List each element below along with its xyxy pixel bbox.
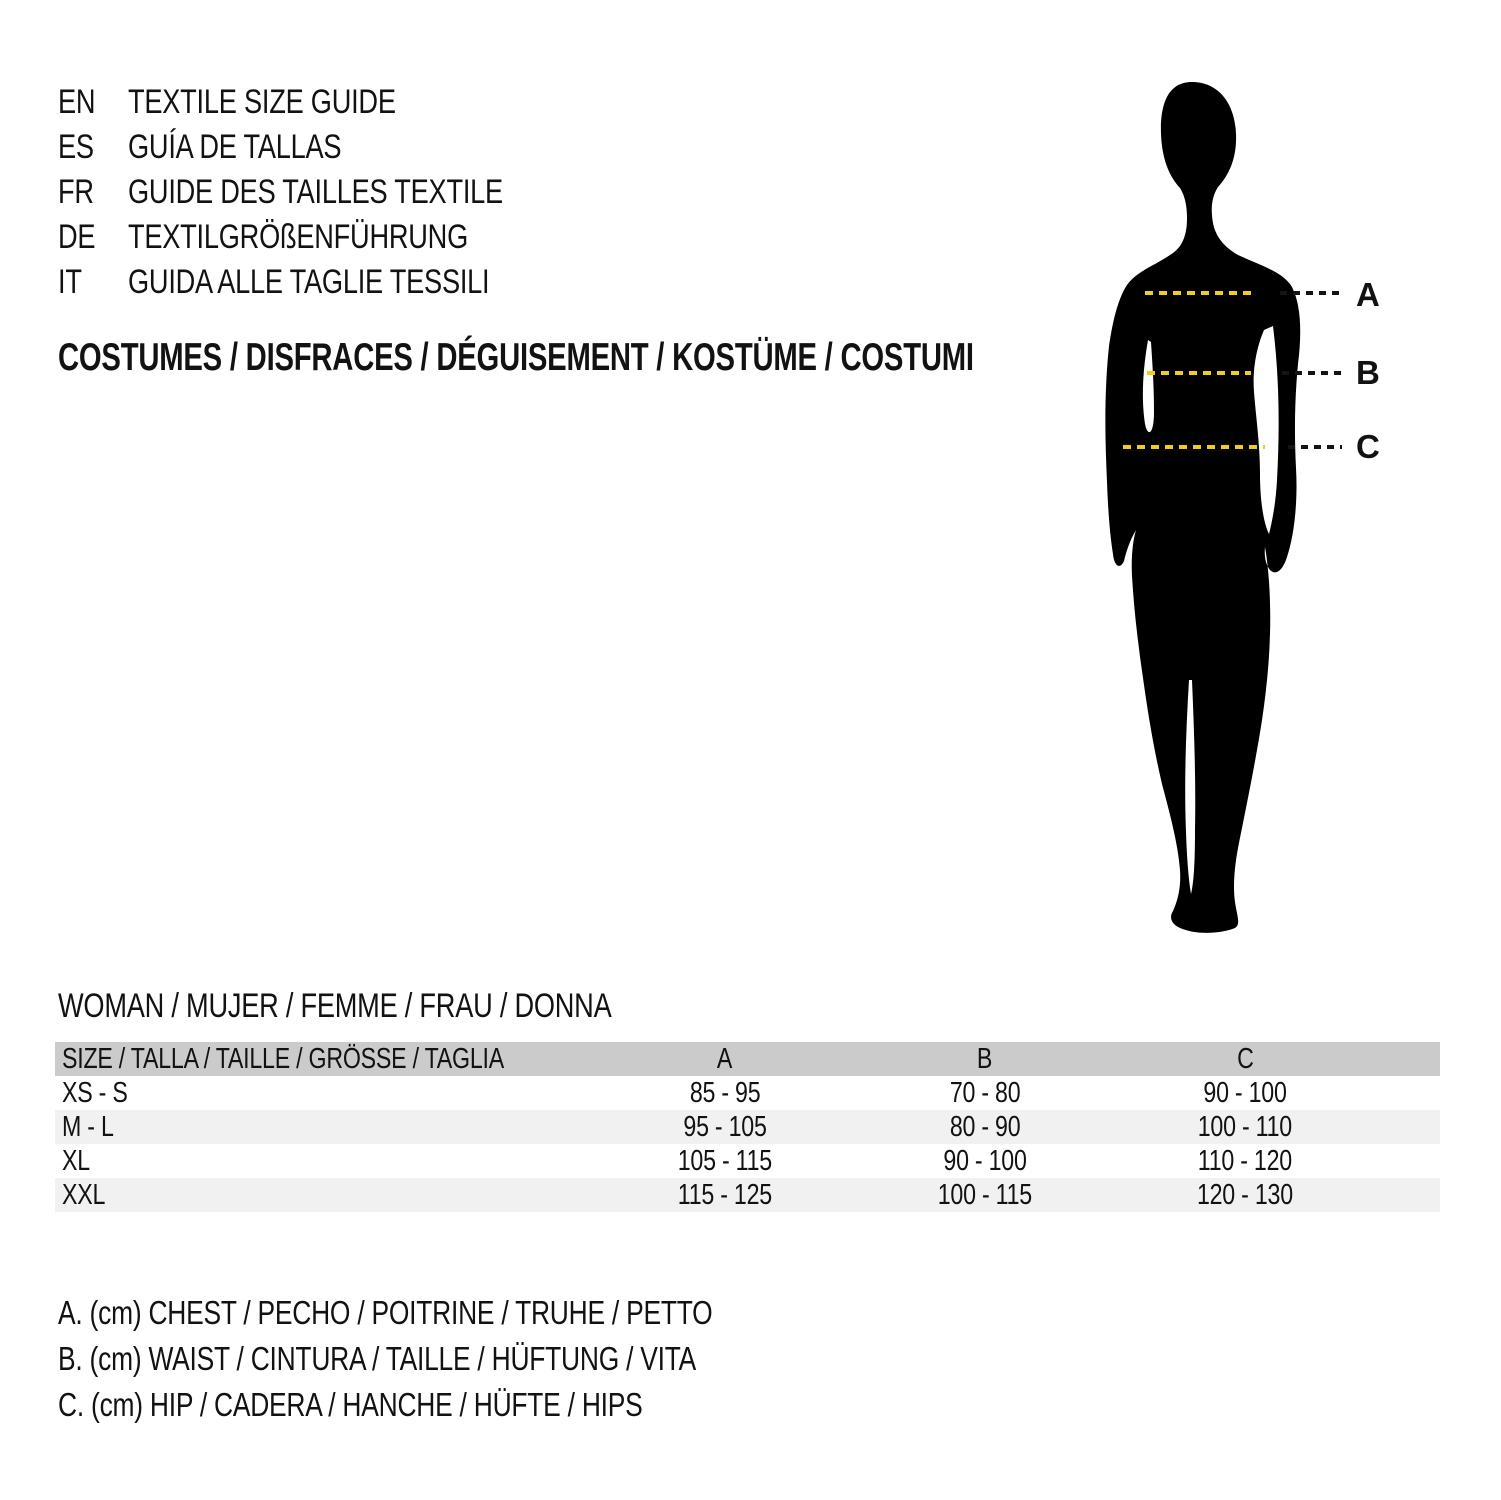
col-header-b-text: B (977, 1043, 993, 1075)
legend-item-chest (58, 1290, 876, 1336)
value-cell-a (595, 1110, 855, 1144)
value-c-text: 100 - 110 (1197, 1111, 1293, 1143)
value-cell-c (1115, 1144, 1375, 1178)
measure-label-a: A (1356, 276, 1380, 313)
language-title: GUIDA ALLE TAGLIE TESSILI (128, 263, 490, 301)
table-header-row (55, 1042, 1440, 1076)
col-header-size-text: SIZE / TALLA / TAILLE / GRÖSSE / TAGLIA (62, 1043, 504, 1075)
value-cell-c (1115, 1178, 1375, 1212)
size-table (55, 1042, 1440, 1212)
language-code: FR (58, 173, 94, 211)
category-title-text: COSTUMES / DISFRACES / DÉGUISEMENT / KOSTÜME / COSTUMI (58, 336, 974, 379)
measure-line-c-callout (1288, 445, 1342, 449)
language-title: GUÍA DE TALLAS (128, 128, 342, 166)
value-cell-b (855, 1076, 1115, 1110)
col-header-a-text: A (717, 1043, 733, 1075)
legend-text: C. (cm) HIP / CADERA / HANCHE / HÜFTE / HIPS (58, 1386, 643, 1423)
woman-silhouette-icon (1092, 78, 1316, 934)
measure-line-b-body (1147, 371, 1251, 375)
measure-line-b-callout (1282, 371, 1342, 375)
legend-item-waist (58, 1336, 876, 1382)
value-a-text: 85 - 95 (689, 1077, 761, 1109)
value-cell-b (855, 1144, 1115, 1178)
col-header-c-text: C (1236, 1043, 1254, 1075)
col-header-b (855, 1042, 1115, 1076)
table-row (55, 1178, 1440, 1212)
language-row-fr (58, 170, 658, 215)
size-cell-text: XL (62, 1145, 90, 1177)
value-b-text: 80 - 90 (949, 1111, 1021, 1143)
measure-line-a-body (1145, 291, 1257, 295)
value-cell-a (595, 1178, 855, 1212)
language-title: TEXTILE SIZE GUIDE (128, 83, 396, 121)
language-row-it (58, 260, 658, 305)
value-cell-b (855, 1178, 1115, 1212)
value-cell-a (595, 1076, 855, 1110)
section-title-woman (58, 986, 750, 1026)
table-row (55, 1110, 1440, 1144)
value-a-text: 95 - 105 (683, 1111, 767, 1143)
language-title: GUIDE DES TAILLES TEXTILE (128, 173, 503, 211)
value-b-text: 70 - 80 (949, 1077, 1021, 1109)
measurement-legend (58, 1290, 876, 1428)
language-code: IT (58, 263, 82, 301)
value-c-text: 110 - 120 (1197, 1145, 1293, 1177)
language-row-es (58, 125, 658, 170)
value-b-text: 90 - 100 (943, 1145, 1027, 1177)
col-header-c (1115, 1042, 1375, 1076)
value-cell-a (595, 1144, 855, 1178)
measure-label-b: B (1356, 354, 1380, 391)
table-row (55, 1144, 1440, 1178)
value-b-text: 100 - 115 (937, 1179, 1033, 1211)
value-c-text: 90 - 100 (1203, 1077, 1287, 1109)
col-header-size (55, 1042, 595, 1076)
value-cell-c (1115, 1110, 1375, 1144)
value-a-text: 105 - 115 (677, 1145, 773, 1177)
language-row-en (58, 80, 658, 125)
section-title-text: WOMAN / MUJER / FEMME / FRAU / DONNA (58, 987, 612, 1025)
col-header-a (595, 1042, 855, 1076)
legend-text: A. (cm) CHEST / PECHO / POITRINE / TRUHE / PETTO (58, 1294, 713, 1331)
size-cell (55, 1076, 595, 1110)
language-row-de (58, 215, 658, 260)
legend-text: B. (cm) WAIST / CINTURA / TAILLE / HÜFTUNG / VITA (58, 1340, 697, 1377)
language-code: DE (58, 218, 96, 256)
size-cell (55, 1144, 595, 1178)
language-list (58, 80, 658, 305)
value-c-text: 120 - 130 (1197, 1179, 1293, 1211)
value-cell-b (855, 1110, 1115, 1144)
measure-line-c-body (1123, 445, 1265, 449)
size-cell-text: XXL (62, 1179, 106, 1211)
language-code: ES (58, 128, 94, 166)
legend-item-hip (58, 1382, 876, 1428)
value-a-text: 115 - 125 (677, 1179, 773, 1211)
table-row (55, 1076, 1440, 1110)
measure-line-a-callout (1280, 291, 1342, 295)
size-cell (55, 1110, 595, 1144)
size-cell-text: XS - S (62, 1077, 128, 1109)
measure-label-c: C (1356, 428, 1380, 465)
size-cell-text: M - L (62, 1111, 114, 1143)
size-cell (55, 1178, 595, 1212)
value-cell-c (1115, 1076, 1375, 1110)
language-title: TEXTILGRÖßENFÜHRUNG (128, 218, 468, 256)
language-code: EN (58, 83, 96, 121)
